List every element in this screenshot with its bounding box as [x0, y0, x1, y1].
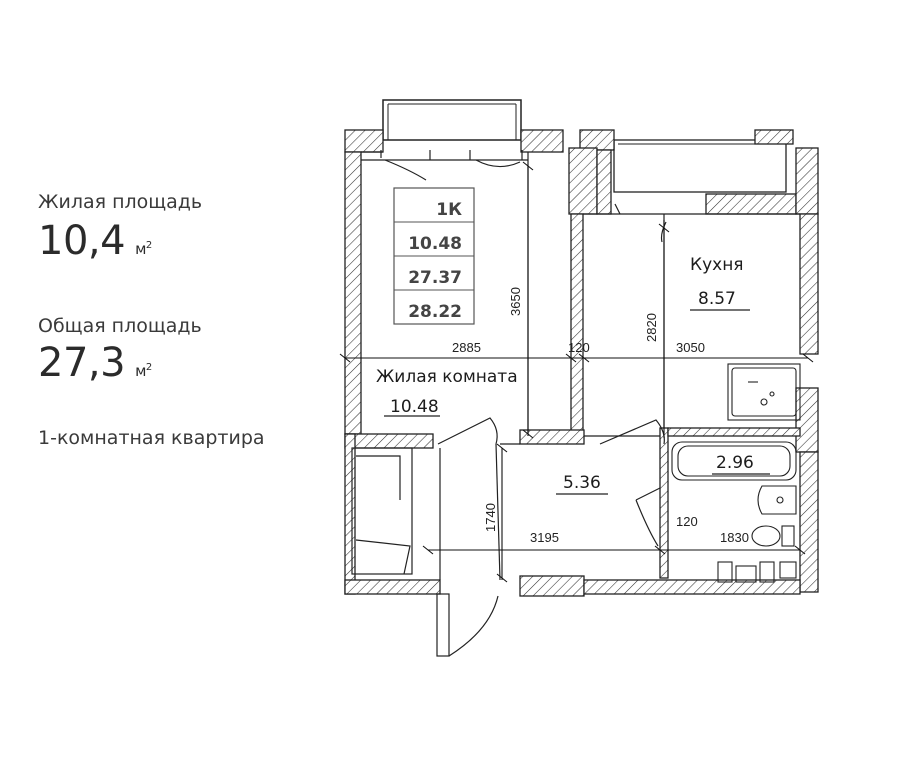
living-room-name: Жилая комната — [376, 367, 518, 387]
dim-1740: 1740 — [483, 503, 498, 532]
washbasin — [758, 486, 796, 514]
table-total: 27.37 — [408, 268, 462, 288]
dim-3650: 3650 — [508, 287, 523, 316]
walls — [345, 130, 818, 596]
apartment-type: 1-комнатная квартира — [38, 427, 265, 449]
table-living: 10.48 — [408, 234, 462, 254]
dim-120-bottom: 120 — [676, 514, 698, 529]
kitchen-sink — [728, 364, 800, 420]
toilet — [752, 526, 794, 546]
table-type: 1К — [436, 200, 462, 220]
bottom-fixtures — [718, 562, 796, 582]
dim-1830: 1830 — [720, 530, 749, 545]
total-area-label: Общая площадь — [38, 315, 202, 337]
kitchen-area: 8.57 — [698, 289, 736, 309]
kitchen-name: Кухня — [690, 255, 744, 275]
living-room-area: 10.48 — [390, 397, 439, 417]
living-area-unit: $м^2$ — [135, 240, 152, 258]
dim-120-top: 120 — [568, 340, 590, 355]
table-total-with-balcony: 28.22 — [408, 302, 462, 322]
area-table — [394, 188, 474, 324]
total-area-number: 27,3 — [38, 340, 126, 386]
hall-area: 5.36 — [563, 473, 601, 493]
total-area-unit: $м^2$ — [135, 362, 152, 380]
wardrobe — [352, 448, 412, 574]
dim-2885: 2885 — [452, 340, 481, 355]
living-area-label: Жилая площадь — [38, 191, 203, 213]
living-area-number: 10,4 — [38, 218, 126, 264]
dim-3050: 3050 — [676, 340, 705, 355]
dim-3195: 3195 — [530, 530, 559, 545]
dim-2820: 2820 — [644, 313, 659, 342]
bathroom-area: 2.96 — [716, 453, 754, 473]
